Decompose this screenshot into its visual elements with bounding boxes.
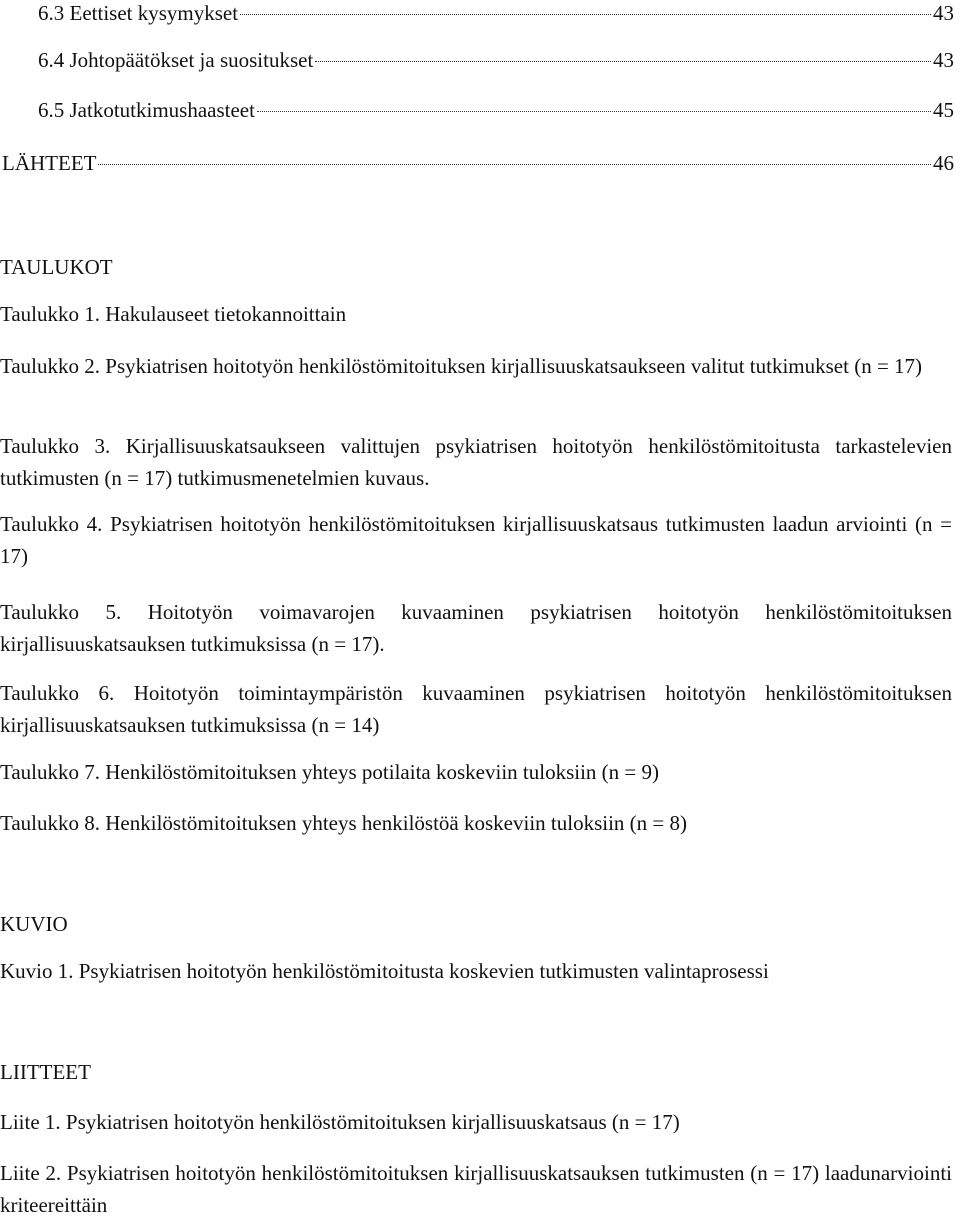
toc-leader-dots <box>257 111 931 112</box>
toc-leader-dots <box>240 14 931 15</box>
toc-entry-title: 6.3 Eettiset kysymykset <box>38 1 239 25</box>
table-list-item: Taulukko 2. Psykiatrisen hoitotyön henkilöstömitoituksen kirjallisuuskatsaukseen valitut tutkimukset (n = 17) <box>0 354 923 378</box>
toc-entry <box>38 47 954 73</box>
toc-entry-page: 45 <box>933 98 954 122</box>
figure-list-item: Kuvio 1. Psykiatrisen hoitotyön henkilöstömitoitusta koskevien tutkimusten valintaprosessi <box>0 959 769 983</box>
table-list-item: Taulukko 6. Hoitotyön toimintaympäristön kuvaaminen psykiatrisen hoitotyön henkilöstömitoituksen kirjallisuuskatsauksen tutkimuksissa (n = 14) <box>0 681 952 737</box>
appendix-list-item: Liite 1. Psykiatrisen hoitotyön henkilöstömitoituksen kirjallisuuskatsaus (n = 17) <box>0 1110 680 1134</box>
toc-entry <box>38 97 954 123</box>
appendix-list-item: Liite 2. Psykiatrisen hoitotyön henkilöstömitoituksen kirjallisuuskatsauksen tutkimusten (n = 17) laadunarviointi kriteereittäin <box>0 1161 952 1217</box>
toc-leader-dots <box>315 61 931 62</box>
figures-heading: KUVIO <box>0 912 68 936</box>
table-list-item: Taulukko 1. Hakulauseet tietokannoittain <box>0 302 347 326</box>
toc-leader-dots <box>98 164 931 165</box>
toc-entry-title: LÄHTEET <box>2 151 97 175</box>
table-list-item: Taulukko 7. Henkilöstömitoituksen yhteys potilaita koskeviin tuloksiin (n = 9) <box>0 760 659 784</box>
table-list-item: Taulukko 4. Psykiatrisen hoitotyön henkilöstömitoituksen kirjallisuuskatsaus tutkimusten laadun arviointi (n = 17) <box>0 512 952 568</box>
toc-entry <box>38 0 954 26</box>
table-list-item: Taulukko 5. Hoitotyön voimavarojen kuvaaminen psykiatrisen hoitotyön henkilöstömitoituksen kirjallisuuskatsauksen tutkimuksissa (n = 17). <box>0 600 952 656</box>
table-list-item: Taulukko 8. Henkilöstömitoituksen yhteys henkilöstöä koskeviin tuloksiin (n = 8) <box>0 811 687 835</box>
toc-entry-title: 6.4 Johtopäätökset ja suositukset <box>38 48 314 72</box>
toc-entry-title: 6.5 Jatkotutkimushaasteet <box>38 98 255 122</box>
toc-entry-page: 43 <box>933 48 954 72</box>
table-list-item: Taulukko 3. Kirjallisuuskatsaukseen valittujen psykiatrisen hoitotyön henkilöstömitoitusta tarkastelevien tutkimusten (n = 17) tutkimusmenetelmien kuvaus. <box>0 434 952 490</box>
toc-entry-page: 43 <box>933 1 954 25</box>
toc-entry <box>2 150 954 176</box>
tables-heading: TAULUKOT <box>0 255 113 279</box>
appendices-heading: LIITTEET <box>0 1060 91 1084</box>
toc-entry-page: 46 <box>933 151 954 175</box>
